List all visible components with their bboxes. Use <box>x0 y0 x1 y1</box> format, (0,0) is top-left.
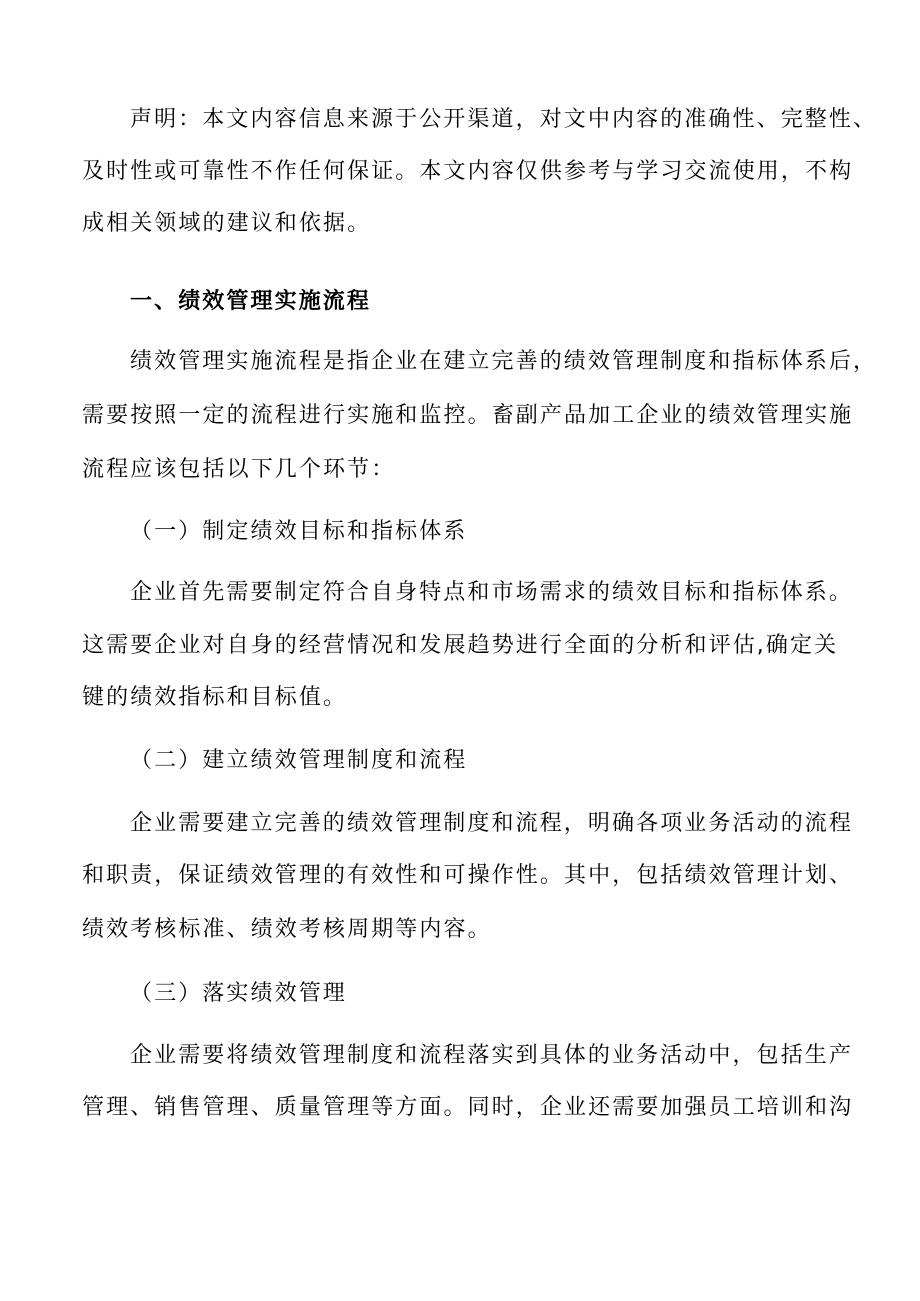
disclaimer-line-1: 声明：本文内容信息来源于公开渠道，对文中内容的准确性、完整性、 <box>130 107 878 132</box>
subsection-3-heading: （三）落实绩效管理 <box>130 981 347 1006</box>
subsection-2-line-3: 绩效考核标准、绩效考核周期等内容。 <box>82 917 492 942</box>
subsection-2-line-2: 和职责，保证绩效管理的有效性和可操作性。其中，包括绩效管理计划、 <box>82 863 854 888</box>
subsection-1-line-2: 这需要企业对自身的经营情况和发展趋势进行全面的分析和评估,确定关 <box>82 633 839 658</box>
intro-line-2: 需要按照一定的流程进行实施和监控。畜副产品加工企业的绩效管理实施 <box>82 403 854 428</box>
intro-line-1: 绩效管理实施流程是指企业在建立完善的绩效管理制度和指标体系后， <box>130 349 878 374</box>
subsection-1-heading: （一）制定绩效目标和指标体系 <box>130 519 468 544</box>
disclaimer-line-2: 及时性或可靠性不作任何保证。本文内容仅供参考与学习交流使用，不构 <box>82 159 854 184</box>
subsection-1-line-1: 企业首先需要制定符合自身特点和市场需求的绩效目标和指标体系。 <box>130 580 854 605</box>
subsection-3-line-2: 管理、销售管理、质量管理等方面。同时，企业还需要加强员工培训和沟 <box>82 1095 854 1120</box>
subsection-1-line-3: 键的绩效指标和目标值。 <box>82 685 348 710</box>
subsection-2-heading: （二）建立绩效管理制度和流程 <box>130 748 468 773</box>
disclaimer-line-3: 成相关领域的建议和依据。 <box>82 211 372 236</box>
subsection-3-line-1: 企业需要将绩效管理制度和流程落实到具体的业务活动中，包括生产 <box>130 1043 854 1068</box>
section-heading: 一、绩效管理实施流程 <box>130 289 372 314</box>
intro-line-3: 流程应该包括以下几个环节： <box>82 457 396 482</box>
subsection-2-line-1: 企业需要建立完善的绩效管理制度和流程，明确各项业务活动的流程 <box>130 811 854 836</box>
